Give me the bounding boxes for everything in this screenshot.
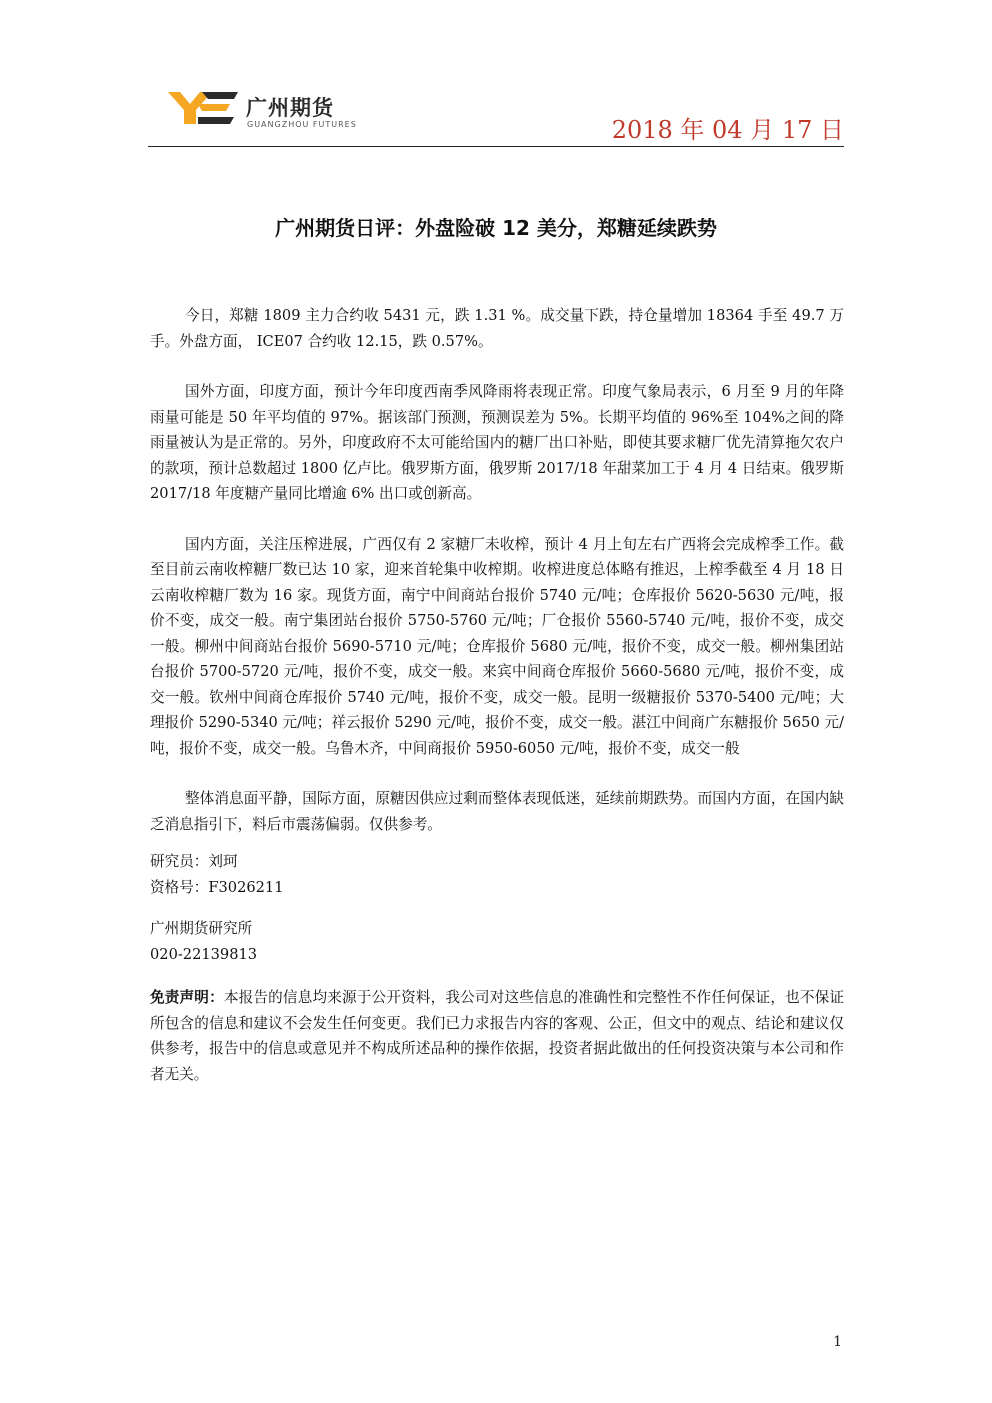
- report-body: [150, 303, 844, 1087]
- researcher-name: 研究员：刘珂: [150, 853, 238, 870]
- report-title: 广州期货日评：外盘险破 12 美分，郑糖延续跌势: [275, 216, 717, 240]
- contact-phone: 020-22139813: [150, 945, 258, 963]
- paragraph-outlook: 整体消息面平静，国际方面，原糖因供应过剩而整体表现低迷，延续前期跌势。而国内方面，在国内缺乏消息指引下，料后市震荡偏弱。仅供参考。: [150, 790, 844, 833]
- disclaimer-text: 本报告的信息均来源于公开资料，我公司对这些信息的准确性和完整性不作任何保证，也不保证所包含的信息和建议不会发生任何变更。我们已力求报告内容的客观、公正，但文中的观点、结论和建议仅供参考，报告中的信息或意见并不构成所述品种的操作依据，投资者据此做出的任何投资决策与本公司和作者无关。: [150, 989, 844, 1083]
- disclaimer: [150, 985, 844, 1087]
- page-header: [148, 80, 844, 146]
- paragraph-market-summary: 今日，郑糖 1809 主力合约收 5431 元，跌 1.31 %。成交量下跌，持仓量增加 18364 手至 49.7 万手。外盘方面， ICE07 合约收 12.15，跌 0.57%。: [150, 307, 844, 350]
- disclaimer-label: 免责声明：: [150, 989, 224, 1006]
- report-date: 2018 年 04 月 17 日: [611, 116, 844, 144]
- paragraph-international: 国外方面，印度方面，预计今年印度西南季风降雨将表现正常。印度气象局表示，6 月至 9 月的年降雨量可能是 50 年平均值的 97%。据该部门预测，预测误差为 5%。长期平均值的 96%至 104%之间的降雨量被认为是正常的。另外，印度政府不太可能给国内的糖厂出口补贴，即使其要求糖厂优先清算拖欠农户的款项，预计总数超过 1800 亿卢比。俄罗斯方面，俄罗斯 2017/18 年甜菜加工于 4 月 4 日结束。俄罗斯 2017/18 年度糖产量同比增逾 6% 出口或创新高。: [150, 383, 844, 502]
- header-divider: [148, 146, 844, 147]
- paragraph-domestic: 国内方面，关注压榨进展，广西仅有 2 家糖厂未收榨，预计 4 月上旬左右广西将会完成榨季工作。截至目前云南收榨糖厂数已达 10 家，迎来首轮集中收榨期。收榨进度总体略有推迟，上榨季截至 4 月 18 日云南收榨糖厂数为 16 家。现货方面，南宁中间商站台报价 5740 元/吨；仓库报价 5620-5630 元/吨，报价不变，成交一般。南宁集团站台报价 5750-5760 元/吨；厂仓报价 5560-5740 元/吨，报价不变，成交一般。柳州中间商站台报价 5690-5710 元/吨；仓库报价 5680 元/吨，报价不变，成交一般。柳州集团站台报价 5700-5720 元/吨，报价不变，成交一般。来宾中间商仓库报价 5660-5680 元/吨，报价不变，成交一般。钦州中间商仓库报价 5740 元/吨，报价不变，成交一般。昆明一级糖报价 5370-5400 元/吨；大理报价 5290-5340 元/吨；祥云报价 5290 元/吨，报价不变，成交一般。湛江中间商广东糖报价 5650 元/吨，报价不变，成交一般。乌鲁木齐，中间商报价 5950-6050 元/吨，报价不变，成交一般: [150, 535, 844, 757]
- logo-mark-icon: [168, 90, 242, 126]
- qualification-number: 资格号：F3026211: [150, 878, 284, 896]
- company-logo: [168, 90, 368, 134]
- institute-name: 广州期货研究所: [150, 920, 253, 937]
- logo-text-cn: 广州期货: [246, 96, 334, 120]
- page-number: 1: [833, 1334, 842, 1350]
- logo-text-en: GUANGZHOU FUTURES: [247, 120, 357, 129]
